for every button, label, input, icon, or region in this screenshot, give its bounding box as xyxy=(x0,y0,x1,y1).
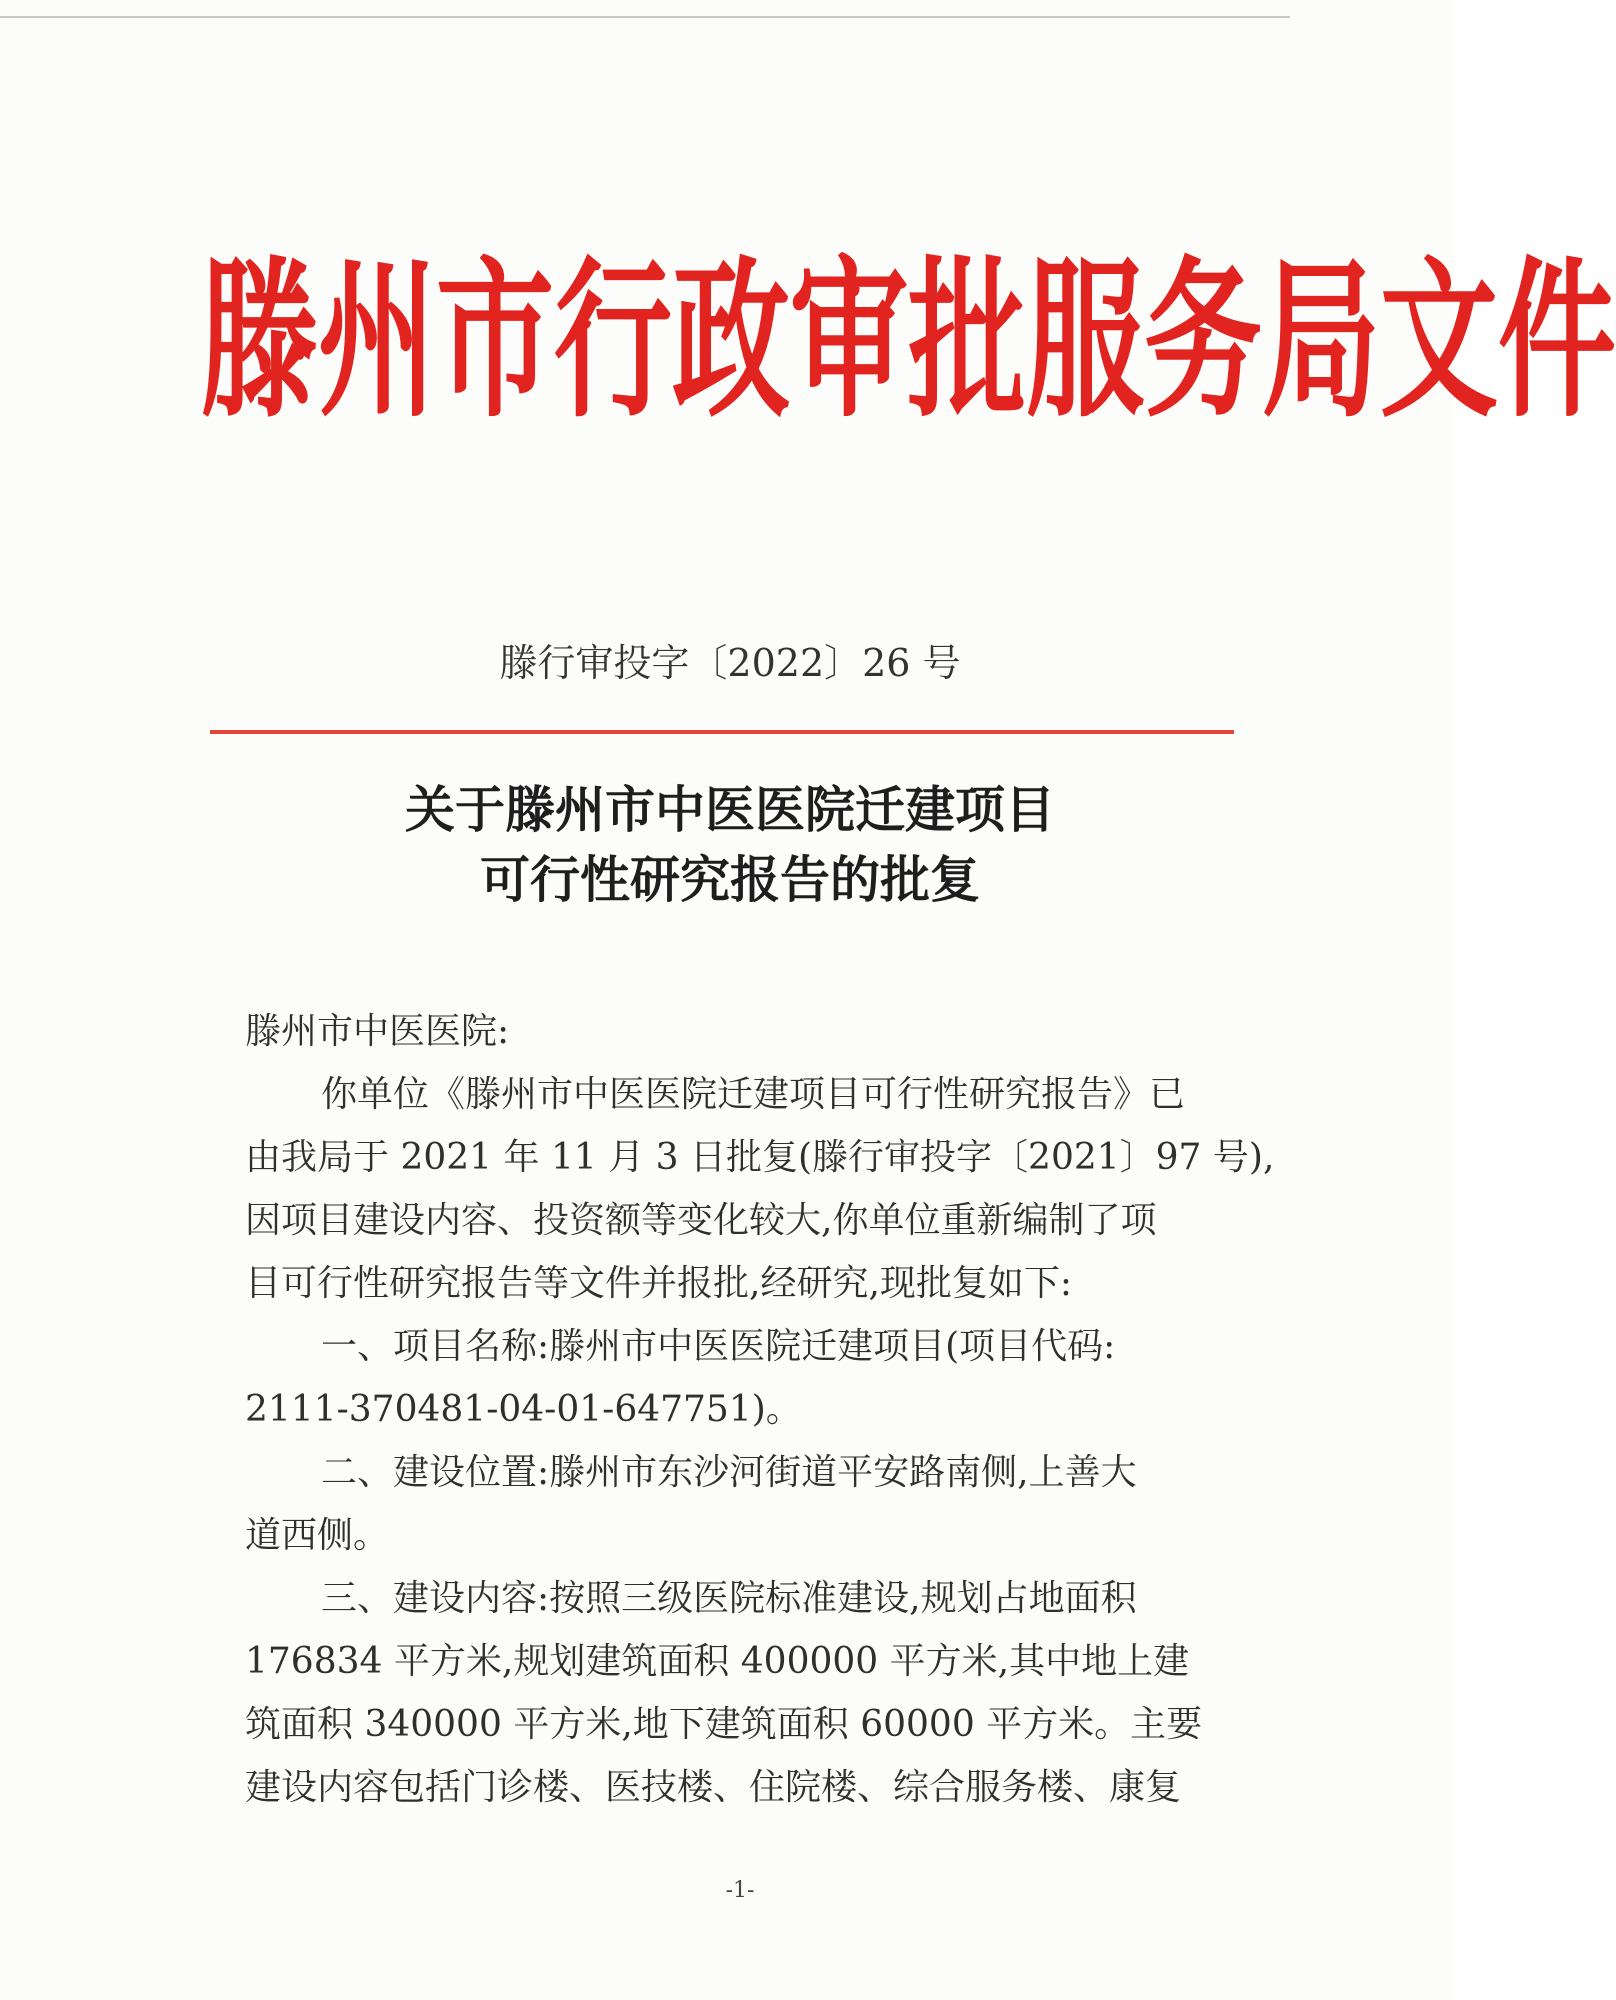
red-separator-rule xyxy=(210,730,1234,734)
body-line: 176834 平方米,规划建筑面积 400000 平方米,其中地上建 xyxy=(245,1641,1190,1682)
body-line: 筑面积 340000 平方米,地下建筑面积 60000 平方米。主要 xyxy=(245,1704,1203,1745)
issuer-header-title: 滕州市行政审批服务局文件 xyxy=(200,240,1616,441)
document-title xyxy=(200,775,1260,915)
body-line: 一、项目名称:滕州市中医医院迁建项目(项目代码: xyxy=(321,1326,1116,1367)
body-line: 你单位《滕州市中医医院迁建项目可行性研究报告》已 xyxy=(321,1074,1186,1115)
body-line: 2111-370481-04-01-647751)。 xyxy=(245,1389,802,1430)
scan-top-edge xyxy=(0,0,1290,18)
body-line: 由我局于 2021 年 11 月 3 日批复(滕行审投字〔2021〕97 号), xyxy=(245,1137,1275,1178)
title-line-1: 关于滕州市中医医院迁建项目 xyxy=(405,780,1055,839)
document-body xyxy=(245,1000,1275,1819)
body-line: 三、建设内容:按照三级医院标准建设,规划占地面积 xyxy=(321,1578,1137,1619)
title-line-2: 可行性研究报告的批复 xyxy=(480,850,980,909)
body-line: 目可行性研究报告等文件并报批,经研究,现批复如下: xyxy=(245,1263,1073,1304)
body-line: 建设内容包括门诊楼、医技楼、住院楼、综合服务楼、康复 xyxy=(245,1767,1182,1808)
body-line: 道西侧。 xyxy=(245,1515,390,1556)
body-line: 二、建设位置:滕州市东沙河街道平安路南侧,上善大 xyxy=(321,1452,1137,1493)
body-line: 因项目建设内容、投资额等变化较大,你单位重新编制了项 xyxy=(245,1200,1157,1241)
addressee: 滕州市中医医院: xyxy=(245,1011,510,1052)
page-number: -1- xyxy=(725,1878,755,1903)
document-number: 滕行审投字〔2022〕26 号 xyxy=(499,641,961,685)
